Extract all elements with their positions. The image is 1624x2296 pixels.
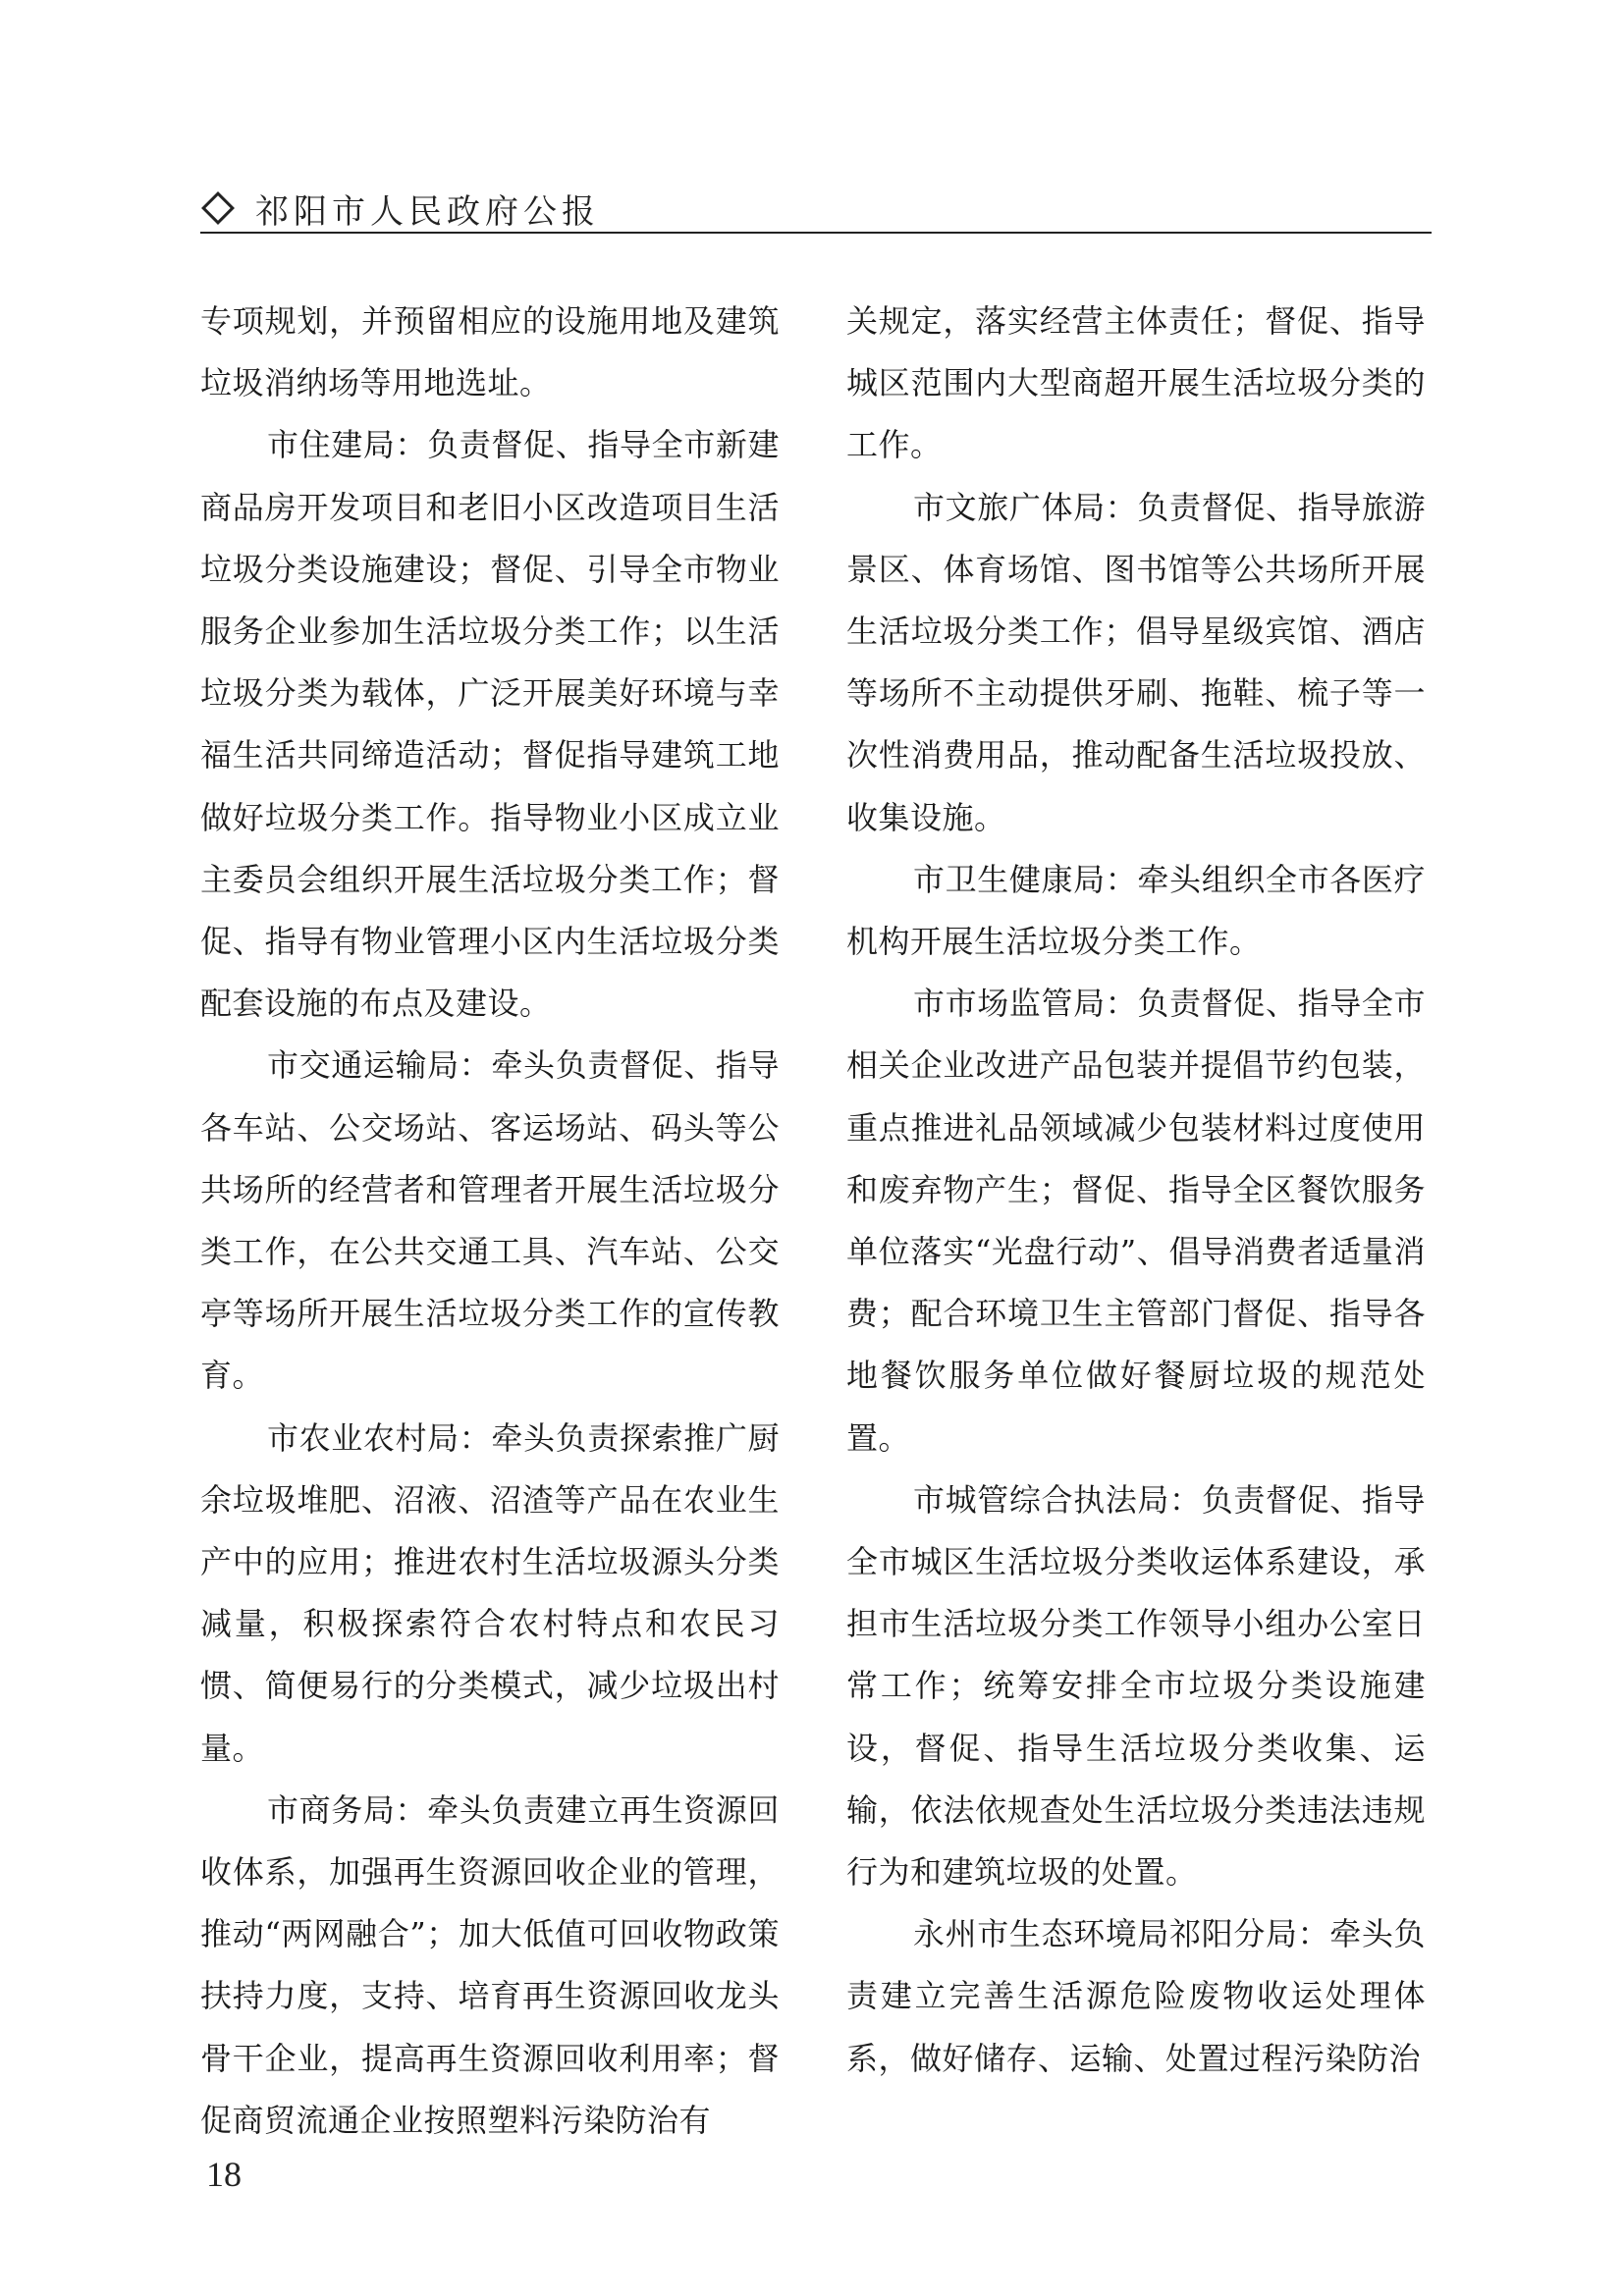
paragraph: 专项规划，并预留相应的设施用地及建筑垃圾消纳场等用地选址。 — [200, 302, 780, 402]
paragraph: 永州市生态环境局祁阳分局：牵头负责建立完善生活源危险废物收运处理体系，做好储存、运输、处置过程污染防治 — [846, 1915, 1426, 2077]
paragraph: 市农业农村局：牵头负责探索推广厨余垃圾堆肥、沼液、沼渣等产品在农业生产中的应用；推进农村生活垃圾源头分类减量，积极探索符合农村特点和农民习惯、简便易行的分类模式，减少垃圾出村量。 — [200, 1418, 780, 1767]
paragraph: 市城管综合执法局：负责督促、指导全市城区生活垃圾分类收运体系建设，承担市生活垃圾分类工作领导小组办公室日常工作；统筹安排全市垃圾分类设施建设，督促、指导生活垃圾分类收集、运输，依法依规查处生活垃圾分类违法违规行为和建筑垃圾的处置。 — [846, 1480, 1426, 1892]
paragraph: 市住建局：负责督促、指导全市新建商品房开发项目和老旧小区改造项目生活垃圾分类设施建设；督促、引导全市物业服务企业参加生活垃圾分类工作；以生活垃圾分类为载体，广泛开展美好环境与幸福生活共同缔造活动；督促指导建筑工地做好垃圾分类工作。指导物业小区成立业主委员会组织开展生活垃圾分类工作；督促、指导有物业管理小区内生活垃圾分类配套设施的布点及建设。 — [200, 426, 780, 1023]
right-column — [846, 291, 1426, 2090]
page-header — [200, 181, 1432, 236]
header-rule — [200, 232, 1432, 234]
paragraph: 关规定，落实经营主体责任；督促、指导城区范围内大型商超开展生活垃圾分类的工作。 — [846, 302, 1426, 464]
page-number: 18 — [206, 2155, 242, 2194]
paragraph: 市文旅广体局：负责督促、指导旅游景区、体育场馆、图书馆等公共场所开展生活垃圾分类工作；倡导星级宾馆、酒店等场所不主动提供牙刷、拖鞋、梳子等一次性消费用品，推动配备生活垃圾投放、收集设施。 — [846, 488, 1426, 836]
paragraph: 市交通运输局：牵头负责督促、指导各车站、公交场站、客运场站、码头等公共场所的经营者和管理者开展生活垃圾分类工作，在公共交通工具、汽车站、公交亭等场所开展生活垃圾分类工作的宣传教育。 — [200, 1046, 780, 1395]
paragraph: 市卫生健康局：牵头组织全市各医疗机构开展生活垃圾分类工作。 — [846, 860, 1426, 961]
publication-title: 祁阳市人民政府公报 — [255, 191, 600, 232]
paragraph: 市市场监管局：负责督促、指导全市相关企业改进产品包装并提倡节约包装，重点推进礼品领域减少包装材料过度使用和废弃物产生；督促、指导全区餐饮服务单位落实“光盘行动”、倡导消费者适量消费；配合环境卫生主管部门督促、指导各地餐饮服务单位做好餐厨垃圾的规范处置。 — [846, 985, 1426, 1457]
paragraph: 市商务局：牵头负责建立再生资源回收体系，加强再生资源回收企业的管理，推动“两网融合”；加大低值可回收物政策扶持力度，支持、培育再生资源回收龙头骨干企业，提高再生资源回收利用率；督促商贸流通企业按照塑料污染防治有 — [200, 1790, 780, 2139]
left-column — [200, 291, 780, 2152]
diamond-icon — [201, 191, 235, 225]
